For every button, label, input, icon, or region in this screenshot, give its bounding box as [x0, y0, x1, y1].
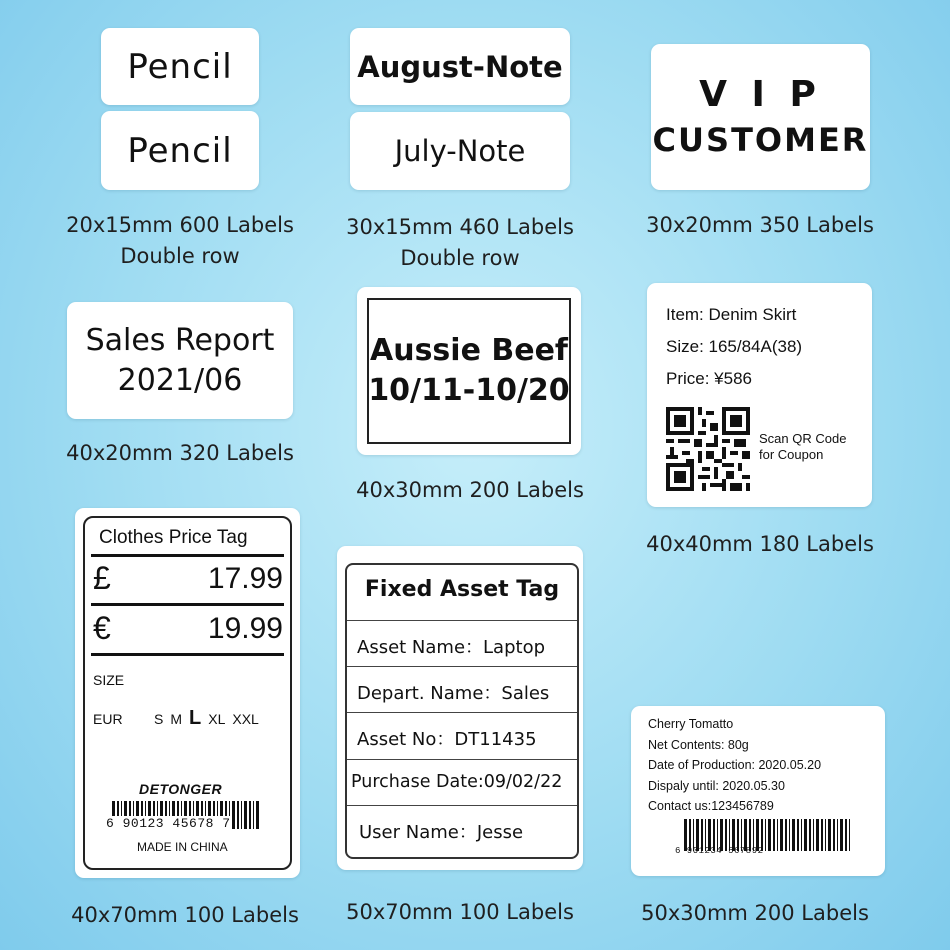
label-text: Pencil [127, 130, 233, 171]
tag-border [345, 563, 579, 859]
asset-row: User Name：Jesse [347, 805, 577, 854]
item-price: Price: ¥586 [666, 369, 752, 388]
qr-caption: Scan QR Code for Coupon [759, 431, 847, 462]
pound-price: 17.99 [207, 562, 283, 595]
label-text: V I P [699, 74, 822, 115]
asset-row: Purchase Date:09/02/22 [347, 759, 577, 806]
made-in: MADE IN CHINA [137, 840, 228, 854]
caption-20x15: 20x15mm 600 Labels Double row [66, 213, 294, 268]
barcode-digits: 6 901234 567892 [675, 846, 764, 856]
size-s: S [154, 711, 164, 727]
caption-40x30: 40x30mm 200 Labels [356, 478, 584, 502]
label-text: July-Note [394, 134, 526, 168]
caption-50x30: 50x30mm 200 Labels [641, 901, 869, 925]
sales-report-label [67, 302, 293, 419]
cherry-tomato-label [631, 706, 885, 876]
label-text: Pencil [127, 46, 233, 87]
divider [91, 653, 284, 656]
euro-symbol: € [93, 610, 111, 646]
asset-title: Fixed Asset Tag [364, 577, 560, 602]
size-xl: XL [208, 711, 226, 727]
asset-row: Depart. Name：Sales [347, 666, 577, 713]
august-note-label [350, 28, 570, 105]
tag-title: Clothes Price Tag [99, 527, 248, 548]
size-options [154, 707, 259, 730]
item-name: Item: Denim Skirt [666, 305, 797, 324]
fixed-asset-tag-label [337, 546, 583, 870]
pencil-label-top [101, 28, 259, 105]
vip-customer-label [651, 44, 870, 190]
caption-30x15: 30x15mm 460 Labels Double row [346, 215, 574, 270]
aussie-beef-label [357, 287, 581, 455]
label-text: 2021/06 [117, 362, 243, 398]
caption-30x20: 30x20mm 350 Labels [646, 213, 874, 237]
divider [91, 603, 284, 606]
clothes-price-tag-label [75, 508, 300, 878]
pound-symbol: £ [93, 560, 111, 596]
caption-40x70: 40x70mm 100 Labels [71, 903, 299, 927]
product-details: Cherry Tomatto Net Contents: 80g Date of Production: 2020.05.20 Dispaly until: 2020.05.30 Contact us:123456789 [648, 717, 822, 813]
size-m: M [170, 711, 183, 727]
label-text: August-Note [357, 49, 563, 84]
july-note-label [350, 112, 570, 190]
caption-50x70: 50x70mm 100 Labels [346, 900, 574, 924]
item-qr-label [647, 283, 872, 507]
item-details [666, 305, 802, 401]
brand-logo: DETONGER [139, 781, 223, 797]
eur-label: EUR [93, 711, 123, 727]
label-text: Sales Report [85, 322, 275, 358]
asset-row: Asset No：DT11435 [347, 712, 577, 760]
asset-row: Asset Name：Laptop [347, 620, 577, 667]
divider [91, 554, 284, 557]
size-label: SIZE [93, 672, 125, 688]
qr-code-icon [666, 407, 750, 491]
size-l: L [189, 707, 202, 729]
size-xxl: XXL [232, 711, 259, 727]
item-size: Size: 165/84A(38) [666, 337, 803, 356]
barcode-digits: 6 90123 45678 7 [106, 816, 231, 831]
label-text: Aussie Beef [370, 333, 568, 368]
label-text: CUSTOMER [652, 121, 869, 159]
caption-40x20: 40x20mm 320 Labels [66, 441, 294, 465]
label-text: 10/11-10/20 [368, 373, 570, 408]
euro-price: 19.99 [207, 612, 283, 645]
caption-40x40: 40x40mm 180 Labels [646, 532, 874, 556]
pencil-label-bottom [101, 111, 259, 190]
